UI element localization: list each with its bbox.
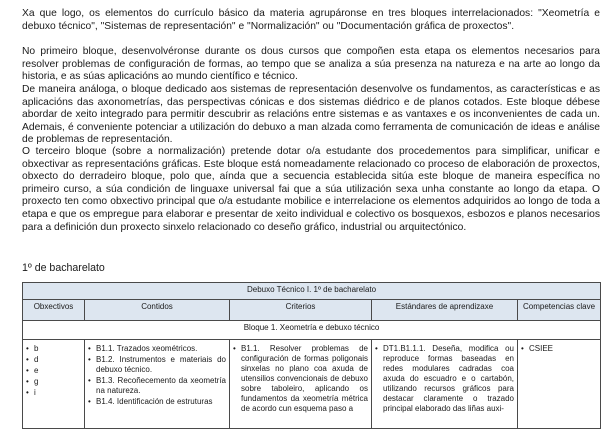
- list-item: • B1.1. Trazados xeométricos.: [88, 344, 226, 354]
- header-standards: Estándares de aprendizaxe: [372, 300, 518, 321]
- list-item: • B1.3. Recoñecemento da xeometría na natureza.: [88, 376, 226, 396]
- paragraph-blocks-intro: Xa que logo, os elementos do currículo básico da materia agrupáronse en tres bloques interrelacionados: "Xeometría e debuxo técnico", "Sistemas de representación" e "Normalización" ou "Documentación gráfica de proxectos".: [22, 8, 600, 32]
- paragraph-representation-systems: De maneira análoga, o bloque dedicado aos sistemas de representación desenvolve os fundamentos, as características e as aplicacións das axonometrías, das perspectivas cónicas e dos sistemas diédrico e de planos cotados. Este bloque débese abordar de xeito integrado para permitir descubrir as relacións entre sistemas e as vantaxes e os inconvenientes de cada un. Ademais, é conveniente potenciar a utilización do debuxo a man alzada como ferramenta de comunicación de ideas e análise de problemas de representación.: [22, 84, 600, 146]
- standards-list: [375, 344, 514, 414]
- criteria-cell: [230, 340, 372, 429]
- header-criteria: Criterios: [230, 300, 372, 321]
- competences-cell: [518, 340, 601, 429]
- list-item: • g: [26, 377, 81, 387]
- objectives-cell: [23, 340, 85, 429]
- header-competences: Competencias clave: [518, 300, 601, 321]
- table-header-row: [23, 300, 601, 321]
- table-title: Debuxo Técnico I. 1º de bacharelato: [23, 283, 601, 300]
- header-objectives: Obxectivos: [23, 300, 85, 321]
- list-item: • CSIEE: [521, 344, 597, 354]
- section-title: 1º de bacharelato: [22, 262, 105, 274]
- standards-cell: [372, 340, 518, 429]
- header-contents: Contidos: [85, 300, 230, 321]
- block-title-row: [23, 321, 601, 340]
- criteria-list: [233, 344, 368, 414]
- block-title: Bloque 1. Xeometría e debuxo técnico: [23, 321, 601, 340]
- list-item: • e: [26, 366, 81, 376]
- paragraph-normalization: O terceiro bloque (sobre a normalización) pretende dotar o/a estudante dos procedementos para simplificar, unificar e obxectivar as representacións gráficas. Este bloque está nomeadamente relacionado co proceso de elaboración de proxectos, obxecto do derradeiro bloque, polo que, aínda que a secuencia establecida sitúa este bloque de maneira específica no primeiro curso, a súa condición de linguaxe universal fai que a súa utilización sexa unha constante ao longo da etapa. O proxecto ten como obxectivo principal que o/a estudante mobilice e interrelacione os elementos adquiridos ao longo de toda a etapa e que os empregue para elaborar e presentar de xeito individual e colectivo os bosquexos, esbozos e planos necesarios para a definición dun proxecto sinxelo relacionado co deseño gráfico, industrial ou arquitectónico.: [22, 146, 600, 233]
- curriculum-table: [22, 282, 601, 429]
- contents-list: [88, 344, 226, 407]
- competences-list: [521, 344, 597, 354]
- paragraph-first-block: No primeiro bloque, desenvolvéronse durante os dous cursos que compoñen esta etapa os elementos necesarios para resolver problemas de configuración de formas, ao tempo que se analiza a súa presenza na natureza e na arte ao longo da historia, e as súas aplicacións ao mundo científico e técnico.: [22, 46, 600, 83]
- table-title-row: [23, 283, 601, 300]
- list-item: • B1.1. Resolver problemas de configuración de formas poligonais sinxelas no plano coa axuda de utensilios convencionais de debuxo sobre taboleiro, aplicando os fundamentos da xeometría métrica de acordo cun esquema paso a: [233, 344, 368, 414]
- objectives-list: [26, 344, 81, 398]
- list-item: • B1.4. Identificación de estruturas: [88, 397, 226, 407]
- list-item: • B1.2. Instrumentos e materiais do debuxo técnico.: [88, 355, 226, 375]
- list-item: • d: [26, 355, 81, 365]
- list-item: • DT1.B1.1.1. Deseña, modifica ou reproduce formas baseadas en redes modulares cadradas coa axuda do escuadro e o cartabón, utilizando recursos gráficos para destacar claramente o trazado principal elaborado das liñas auxi-: [375, 344, 514, 414]
- list-item: • b: [26, 344, 81, 354]
- contents-cell: [85, 340, 230, 429]
- table-row: [23, 340, 601, 429]
- list-item: • i: [26, 388, 81, 398]
